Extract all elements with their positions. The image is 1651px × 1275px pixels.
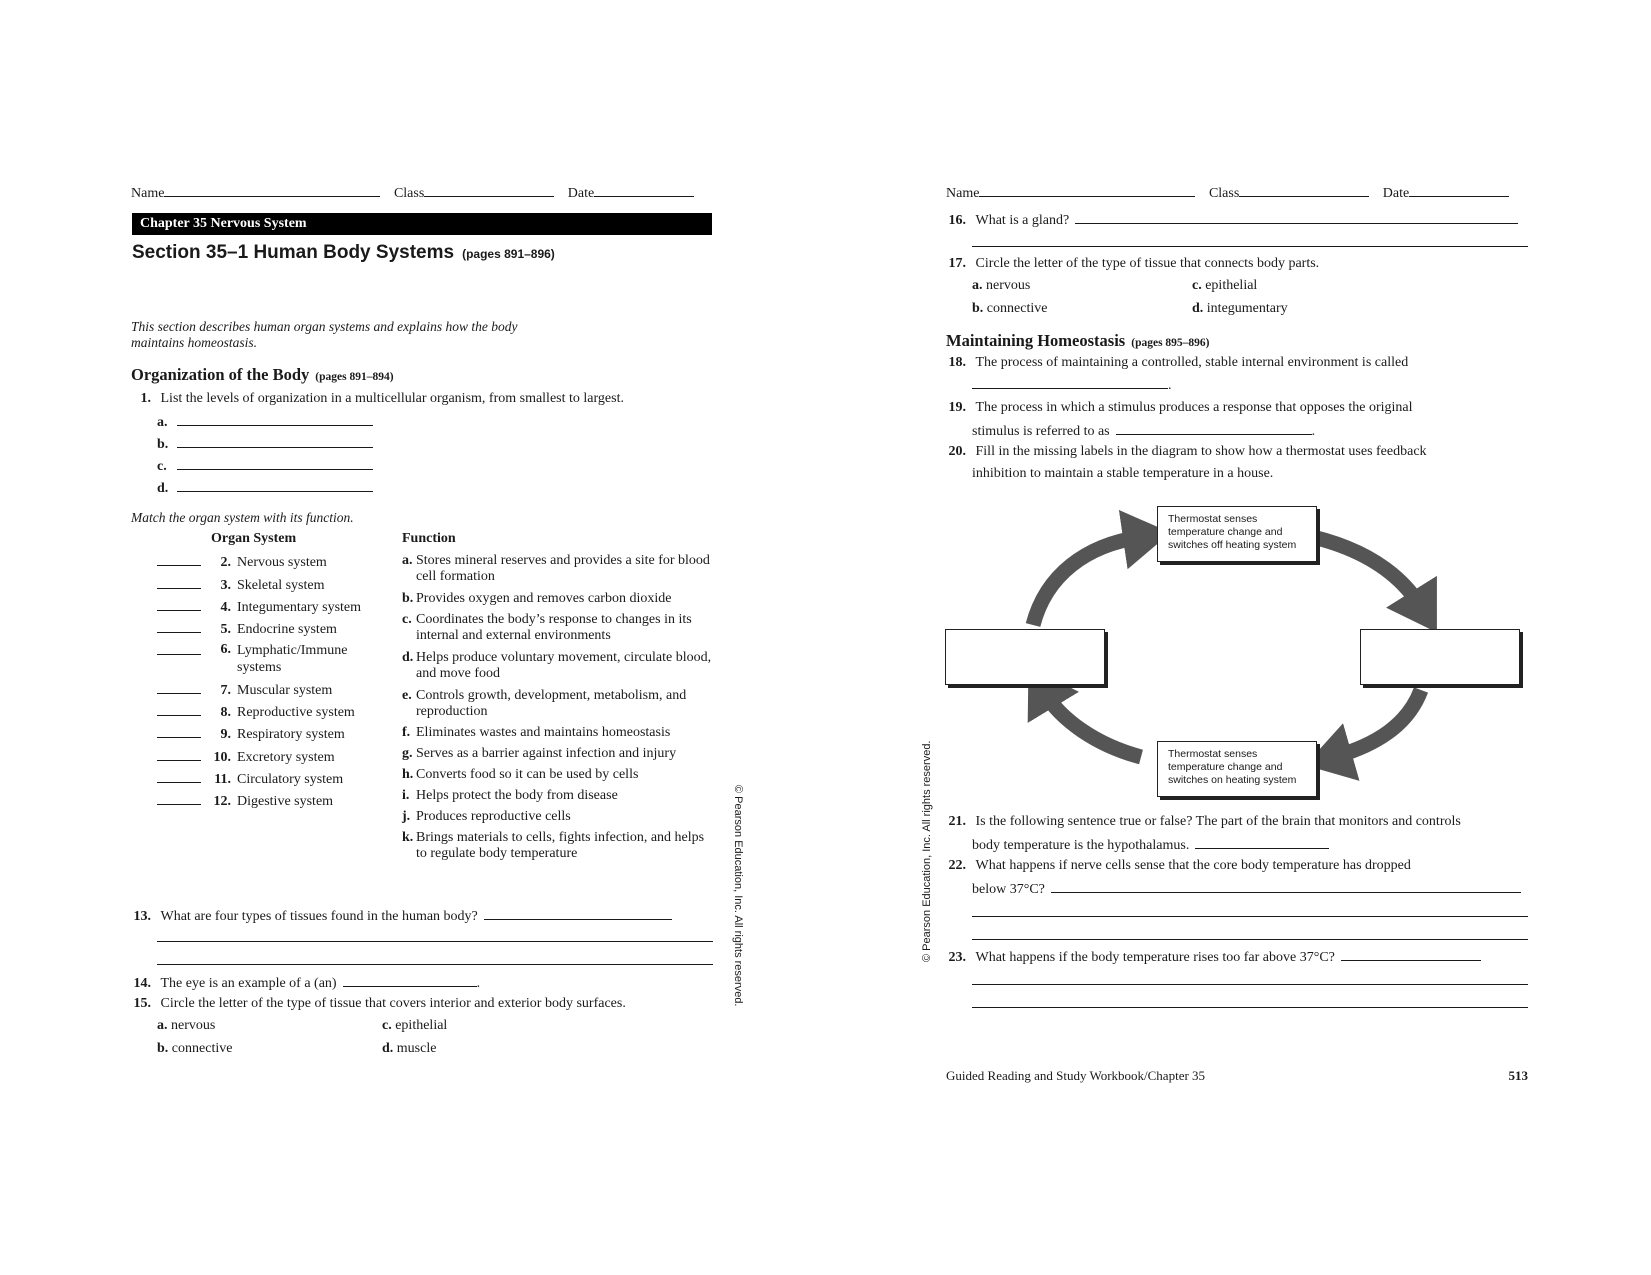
section-pages: (pages 891–896) xyxy=(462,247,555,261)
option-c[interactable]: c. epithelial xyxy=(382,1018,448,1033)
function-item: i. Helps protect the body from disease xyxy=(402,788,618,803)
match-answer-line[interactable] xyxy=(157,553,201,566)
organ-row: 11. Circulatory system xyxy=(157,770,343,788)
answer-line[interactable] xyxy=(157,941,713,942)
function-item: f. Eliminates wastes and maintains homeostasis xyxy=(402,725,671,740)
answer-line[interactable] xyxy=(972,984,1528,985)
copyright-credit: © Pearson Education, Inc. All rights reserved. xyxy=(732,785,744,1007)
match-answer-line[interactable] xyxy=(157,620,201,633)
function-item: h. Converts food so it can be used by cells xyxy=(402,767,639,782)
q18-answer: . xyxy=(972,376,1172,394)
class-field[interactable] xyxy=(1239,184,1369,197)
option-c[interactable]: c. epithelial xyxy=(1192,278,1258,293)
option-d[interactable]: d. integumentary xyxy=(1192,301,1288,316)
answer-line[interactable] xyxy=(177,435,373,448)
section-intro: This section describes human organ systems and explains how the body maintains homeostasis. xyxy=(131,319,518,350)
match-answer-line[interactable] xyxy=(157,792,201,805)
question-15: 15. Circle the letter of the type of tissue that covers interior and exterior body surfaces. xyxy=(133,996,626,1011)
header-fields xyxy=(946,184,1509,202)
q1-line-d: d. xyxy=(157,479,373,497)
answer-line[interactable] xyxy=(1075,211,1518,224)
organ-row: 4. Integumentary system xyxy=(157,598,361,616)
answer-line[interactable] xyxy=(972,916,1528,917)
question-text: List the levels of organization in a multicellular organism, from smallest to largest. xyxy=(160,391,624,406)
answer-line[interactable] xyxy=(157,964,713,965)
arrow-top-right xyxy=(1313,537,1421,607)
diagram-bottom-box: Thermostat senses temperature change and switches on heating system xyxy=(1157,741,1317,797)
organ-row: 6. Lymphatic/Immune systems xyxy=(157,642,377,676)
name-field[interactable] xyxy=(164,184,380,197)
page-number: 513 xyxy=(1508,1068,1528,1083)
option-b[interactable]: b. connective xyxy=(972,301,1048,316)
diagram-left-blank-label[interactable] xyxy=(945,629,1105,685)
org-heading xyxy=(131,365,394,385)
left-page xyxy=(0,0,760,1275)
question-1 xyxy=(131,391,624,407)
answer-line[interactable] xyxy=(1195,836,1329,849)
answer-line[interactable] xyxy=(972,246,1528,247)
right-page xyxy=(880,0,1651,1275)
function-item: c. Coordinates the body’s response to changes in its internal and external environments xyxy=(402,612,692,643)
organ-row: 10. Excretory system xyxy=(157,748,335,766)
question-19: 19. The process in which a stimulus produces a response that opposes the original xyxy=(948,400,1413,415)
organ-row: 3. Skeletal system xyxy=(157,576,325,594)
org-heading-text: Organization of the Body xyxy=(131,365,310,384)
question-22: 22. What happens if nerve cells sense that the core body temperature has dropped xyxy=(948,858,1411,873)
function-item: g. Serves as a barrier against infection and injury xyxy=(402,746,677,761)
organ-row: 8. Reproductive system xyxy=(157,703,355,721)
name-field[interactable] xyxy=(979,184,1195,197)
function-header: Function xyxy=(402,531,456,546)
organ-row: 12. Digestive system xyxy=(157,792,333,810)
homeostasis-heading: Maintaining Homeostasis (pages 895–896) xyxy=(946,331,1210,350)
answer-line[interactable] xyxy=(177,457,373,470)
match-answer-line[interactable] xyxy=(157,770,201,783)
function-item: d. Helps produce voluntary movement, circulate blood, and move food xyxy=(402,650,712,681)
question-23: 23. What happens if the body temperature rises too far above 37°C? xyxy=(946,948,1481,966)
date-label: Date xyxy=(1382,186,1410,201)
arrow-bottom-right xyxy=(1334,690,1421,757)
section-title-text: Section 35–1 Human Body Systems xyxy=(132,242,455,263)
organ-row: 5. Endocrine system xyxy=(157,620,337,638)
answer-line[interactable] xyxy=(484,907,672,920)
diagram-right-blank-label[interactable] xyxy=(1360,629,1520,685)
section-title xyxy=(132,242,555,264)
question-number: 1. xyxy=(140,391,151,406)
option-a[interactable]: a. nervous xyxy=(157,1018,216,1033)
answer-line[interactable] xyxy=(1116,422,1312,435)
footer-title: Guided Reading and Study Workbook/Chapter 35 xyxy=(946,1068,1206,1083)
arrow-top-left xyxy=(1033,537,1141,625)
function-item: k. Brings materials to cells, fights infection, and helps to regulate body temperature xyxy=(402,830,705,861)
answer-line[interactable] xyxy=(972,1007,1528,1008)
org-heading-pages: (pages 891–894) xyxy=(315,371,394,383)
option-d[interactable]: d. muscle xyxy=(382,1041,437,1056)
match-answer-line[interactable] xyxy=(157,725,201,738)
question-22-line2: below 37°C? xyxy=(972,880,1521,898)
class-field[interactable] xyxy=(424,184,554,197)
question-16: 16. What is a gland? xyxy=(946,211,1518,229)
option-a[interactable]: a. nervous xyxy=(972,278,1031,293)
option-b[interactable]: b. connective xyxy=(157,1041,233,1056)
question-19-line2: stimulus is referred to as . xyxy=(972,424,1316,439)
question-21: 21. Is the following sentence true or false? The part of the brain that monitors and controls xyxy=(948,814,1461,829)
question-20: 20. Fill in the missing labels in the diagram to show how a thermostat uses feedback xyxy=(948,444,1427,459)
question-21-line2: body temperature is the hypothalamus. xyxy=(972,836,1329,854)
arrow-bottom-left xyxy=(1044,692,1141,757)
q1-line-c: c. xyxy=(157,457,373,475)
diagram-top-box: Thermostat senses temperature change and switches off heating system xyxy=(1157,506,1317,562)
organ-row: 7. Muscular system xyxy=(157,681,332,699)
match-answer-line[interactable] xyxy=(157,576,201,589)
function-item: e. Controls growth, development, metabolism, and reproduction xyxy=(402,688,687,719)
question-13: 13. What are four types of tissues found in the human body? xyxy=(131,907,672,925)
match-answer-line[interactable] xyxy=(157,598,201,611)
chapter-banner: Chapter 35 Nervous System xyxy=(132,213,712,235)
q1-line-b: b. xyxy=(157,435,373,453)
match-answer-line[interactable] xyxy=(157,642,201,655)
answer-line[interactable] xyxy=(1341,948,1481,961)
function-item: a. Stores mineral reserves and provides a site for blood cell formation xyxy=(402,553,710,584)
organ-row: 9. Respiratory system xyxy=(157,725,345,743)
match-instruction: Match the organ system with its function. xyxy=(131,510,354,525)
organ-system-header: Organ System xyxy=(211,531,297,546)
name-label: Name xyxy=(131,186,165,201)
copyright-credit: © Pearson Education, Inc. All rights reserved. xyxy=(921,740,933,962)
date-field[interactable] xyxy=(594,184,694,197)
class-label: Class xyxy=(393,186,425,201)
match-answer-line[interactable] xyxy=(157,748,201,761)
name-label: Name xyxy=(946,186,980,201)
question-20-line2: inhibition to maintain a stable temperature in a house. xyxy=(972,466,1274,481)
answer-line[interactable] xyxy=(177,479,373,492)
answer-line[interactable] xyxy=(343,974,477,987)
q1-line-a: a. xyxy=(157,413,373,431)
header-fields xyxy=(131,184,694,202)
organ-row: 2. Nervous system xyxy=(157,553,327,571)
answer-line[interactable] xyxy=(972,376,1168,389)
question-14: 14. The eye is an example of a (an) . xyxy=(133,976,481,991)
question-17: 17. Circle the letter of the type of tissue that connects body parts. xyxy=(948,256,1320,271)
class-label: Class xyxy=(1208,186,1240,201)
date-field[interactable] xyxy=(1409,184,1509,197)
answer-line[interactable] xyxy=(1051,880,1521,893)
question-18: 18. The process of maintaining a controlled, stable internal environment is called xyxy=(948,355,1409,370)
answer-line[interactable] xyxy=(972,939,1528,940)
answer-line[interactable] xyxy=(177,413,373,426)
match-answer-line[interactable] xyxy=(157,703,201,716)
function-item: b. Provides oxygen and removes carbon dioxide xyxy=(402,591,672,606)
date-label: Date xyxy=(567,186,595,201)
match-answer-line[interactable] xyxy=(157,681,201,694)
function-item: j. Produces reproductive cells xyxy=(402,809,571,824)
